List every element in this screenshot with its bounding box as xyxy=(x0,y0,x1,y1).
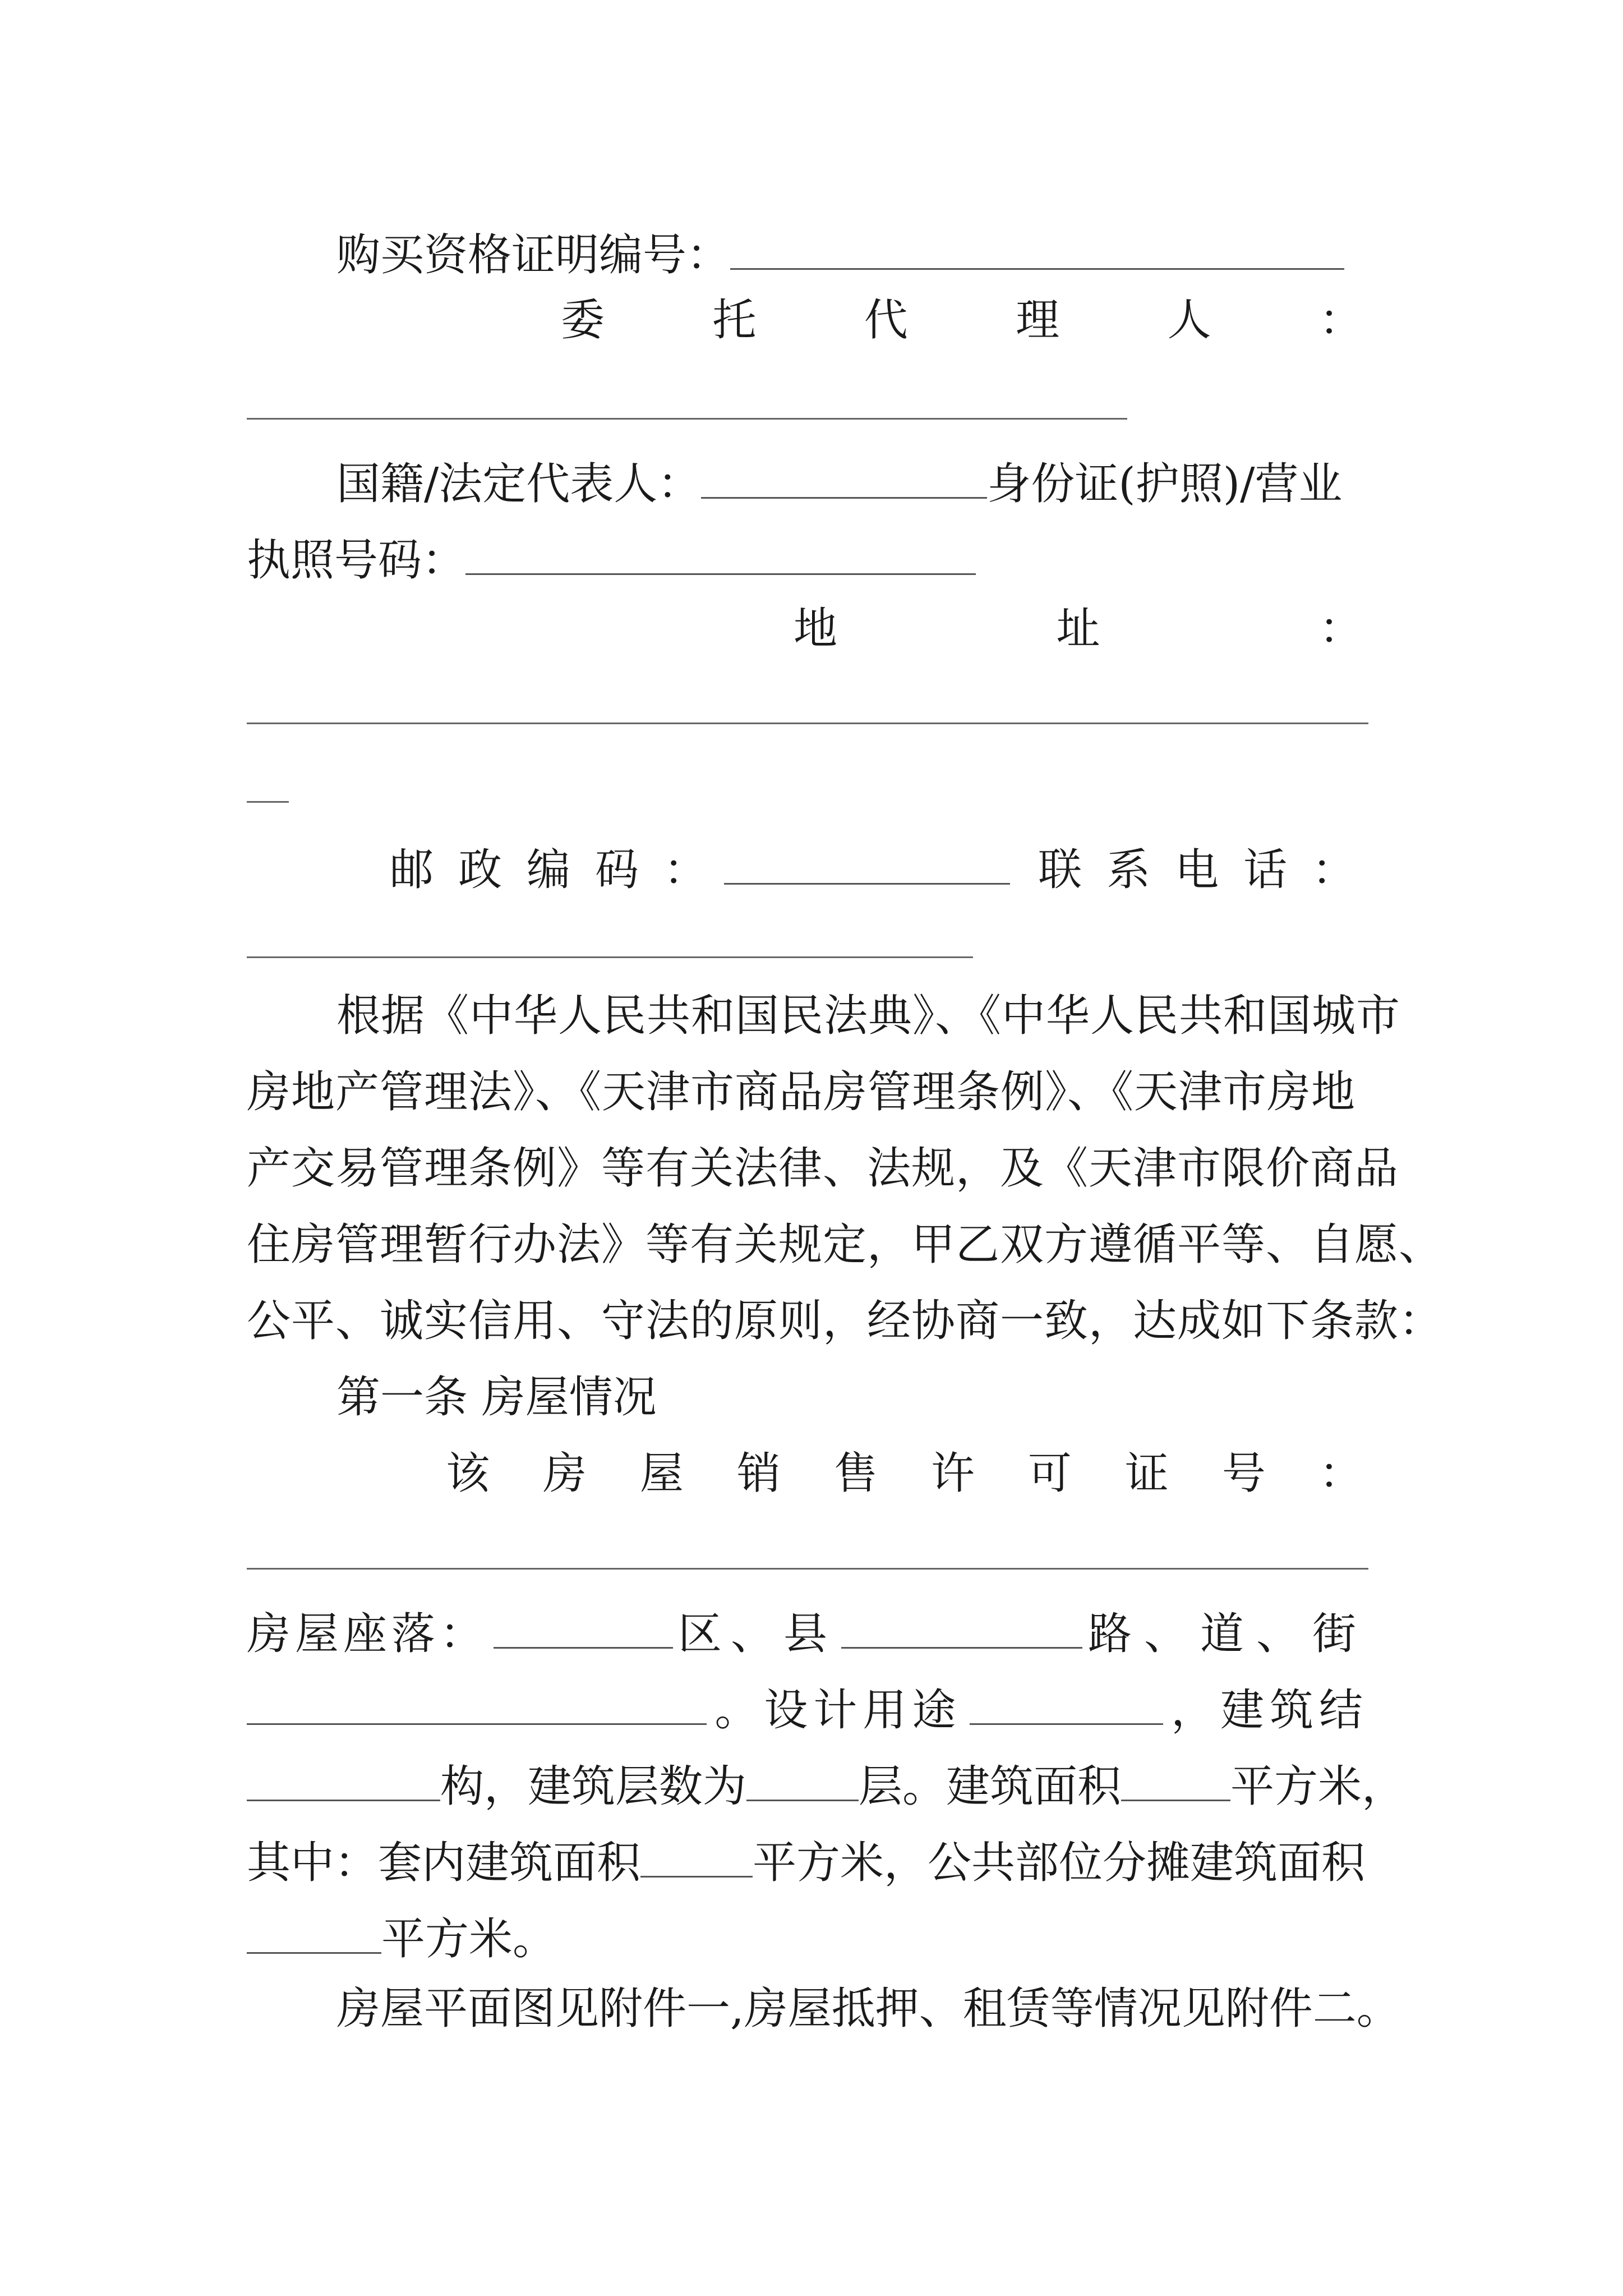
id-label: 身份证(护照)/营业 xyxy=(987,459,1343,510)
basis-line: 房地产管理法》、《天津市商品房管理条例》、《天津市房地 xyxy=(247,1067,1356,1117)
basis-line: 产交易管理条例》等有关法律、法规，及《天津市限价商品 xyxy=(247,1143,1399,1194)
structure-prefix: ，建筑结 xyxy=(1170,1685,1368,1736)
address-char: ： xyxy=(1318,604,1363,654)
structure-blank[interactable] xyxy=(247,1758,440,1801)
postal-blank[interactable] xyxy=(724,841,1010,885)
sale-permit-char: 房 xyxy=(542,1448,587,1499)
inner-area-blank[interactable] xyxy=(640,1834,753,1878)
usage-row xyxy=(247,1682,1368,1736)
sale-permit-char: ： xyxy=(1318,1448,1363,1499)
sale-permit-char: 可 xyxy=(1027,1448,1072,1499)
article-1-title: 第一条 房屋情况 xyxy=(336,1372,657,1423)
address-blank-tail[interactable] xyxy=(247,801,289,803)
address-blank[interactable] xyxy=(247,723,1368,724)
purchase-cert-label: 购买资格证明编号： xyxy=(336,230,731,281)
postal-char: ： xyxy=(663,845,708,896)
sale-permit-row xyxy=(446,1448,1363,1499)
basis-line: 根据《中华人民共和国民法典》、《中华人民共和国城市 xyxy=(336,991,1401,1041)
postal-phone-row xyxy=(390,841,1366,896)
inner-area-label: 其中：套内建筑面积 xyxy=(247,1838,641,1889)
agent-char: 委 xyxy=(561,295,605,346)
address-char: 址 xyxy=(1056,604,1100,654)
license-blank[interactable] xyxy=(465,532,976,575)
agent-char: 托 xyxy=(712,295,757,346)
sale-permit-char: 证 xyxy=(1124,1448,1169,1499)
phone-blank[interactable] xyxy=(247,956,973,958)
street-blank[interactable] xyxy=(247,1682,707,1725)
purchase-cert-blank[interactable] xyxy=(730,227,1344,270)
district-blank[interactable] xyxy=(494,1605,673,1649)
agent-char: 理 xyxy=(1016,295,1060,346)
sale-permit-char: 售 xyxy=(833,1448,878,1499)
floors-blank[interactable] xyxy=(746,1758,859,1801)
phone-char: 话 xyxy=(1243,845,1288,896)
nationality-blank[interactable] xyxy=(701,455,987,499)
nationality-label: 国籍/法定代表人： xyxy=(336,459,702,510)
agent-char: 人 xyxy=(1167,295,1211,346)
address-char: 地 xyxy=(794,604,838,654)
road-blank[interactable] xyxy=(841,1605,1082,1649)
purchase-cert-row xyxy=(336,227,1344,281)
phone-char: 联 xyxy=(1038,845,1082,896)
agent-row xyxy=(561,295,1363,346)
phone-char: 系 xyxy=(1106,845,1151,896)
license-label: 执照号码： xyxy=(247,535,466,586)
sale-permit-char: 该 xyxy=(446,1448,490,1499)
attachments-note: 房屋平面图见附件一,房屋抵押、租赁等情况见附件二。 xyxy=(336,1984,1400,2034)
basis-line: 公平、诚实信用、守法的原则，经协商一致，达成如下条款： xyxy=(247,1296,1444,1346)
location-label: 房屋座落： xyxy=(247,1609,488,1660)
sale-permit-char: 许 xyxy=(930,1448,975,1499)
phone-char: ： xyxy=(1312,845,1356,896)
basis-line: 住房管理暂行办法》等有关规定，甲乙双方遵循平等、自愿、 xyxy=(247,1220,1444,1270)
structure-row xyxy=(247,1758,1406,1812)
structure-suffix: 构，建筑层数为 xyxy=(440,1761,747,1812)
sale-permit-blank[interactable] xyxy=(247,1568,1368,1570)
phone-char: 电 xyxy=(1175,845,1219,896)
road-label: 路、道、街 xyxy=(1087,1609,1368,1660)
inner-area-row xyxy=(247,1834,1366,1889)
floors-unit: 层。建筑面积 xyxy=(859,1761,1122,1812)
nationality-row xyxy=(336,455,1343,510)
postal-char: 邮 xyxy=(390,845,434,896)
license-row xyxy=(247,532,976,586)
usage-label: 。设计用途 xyxy=(714,1685,962,1736)
postal-char: 编 xyxy=(527,845,571,896)
location-row xyxy=(247,1605,1368,1660)
usage-blank[interactable] xyxy=(970,1682,1163,1725)
postal-char: 政 xyxy=(458,845,502,896)
address-row xyxy=(794,604,1363,654)
shared-area-blank[interactable] xyxy=(247,1911,381,1954)
sqm-label: 平方米， xyxy=(1230,1761,1406,1812)
area-blank[interactable] xyxy=(1121,1758,1230,1801)
postal-char: 码 xyxy=(595,845,639,896)
agent-blank[interactable] xyxy=(247,418,1127,420)
sale-permit-char: 销 xyxy=(736,1448,781,1499)
shared-area-row xyxy=(247,1911,557,1965)
sqm-label: 平方米。 xyxy=(381,1914,557,1965)
shared-area-label: 平方米，公共部位分摊建筑面积 xyxy=(753,1838,1366,1889)
sale-permit-char: 号 xyxy=(1221,1448,1266,1499)
district-label: 区、县 xyxy=(677,1609,836,1660)
agent-char: ： xyxy=(1318,295,1363,346)
agent-char: 代 xyxy=(864,295,908,346)
sale-permit-char: 屋 xyxy=(639,1448,684,1499)
